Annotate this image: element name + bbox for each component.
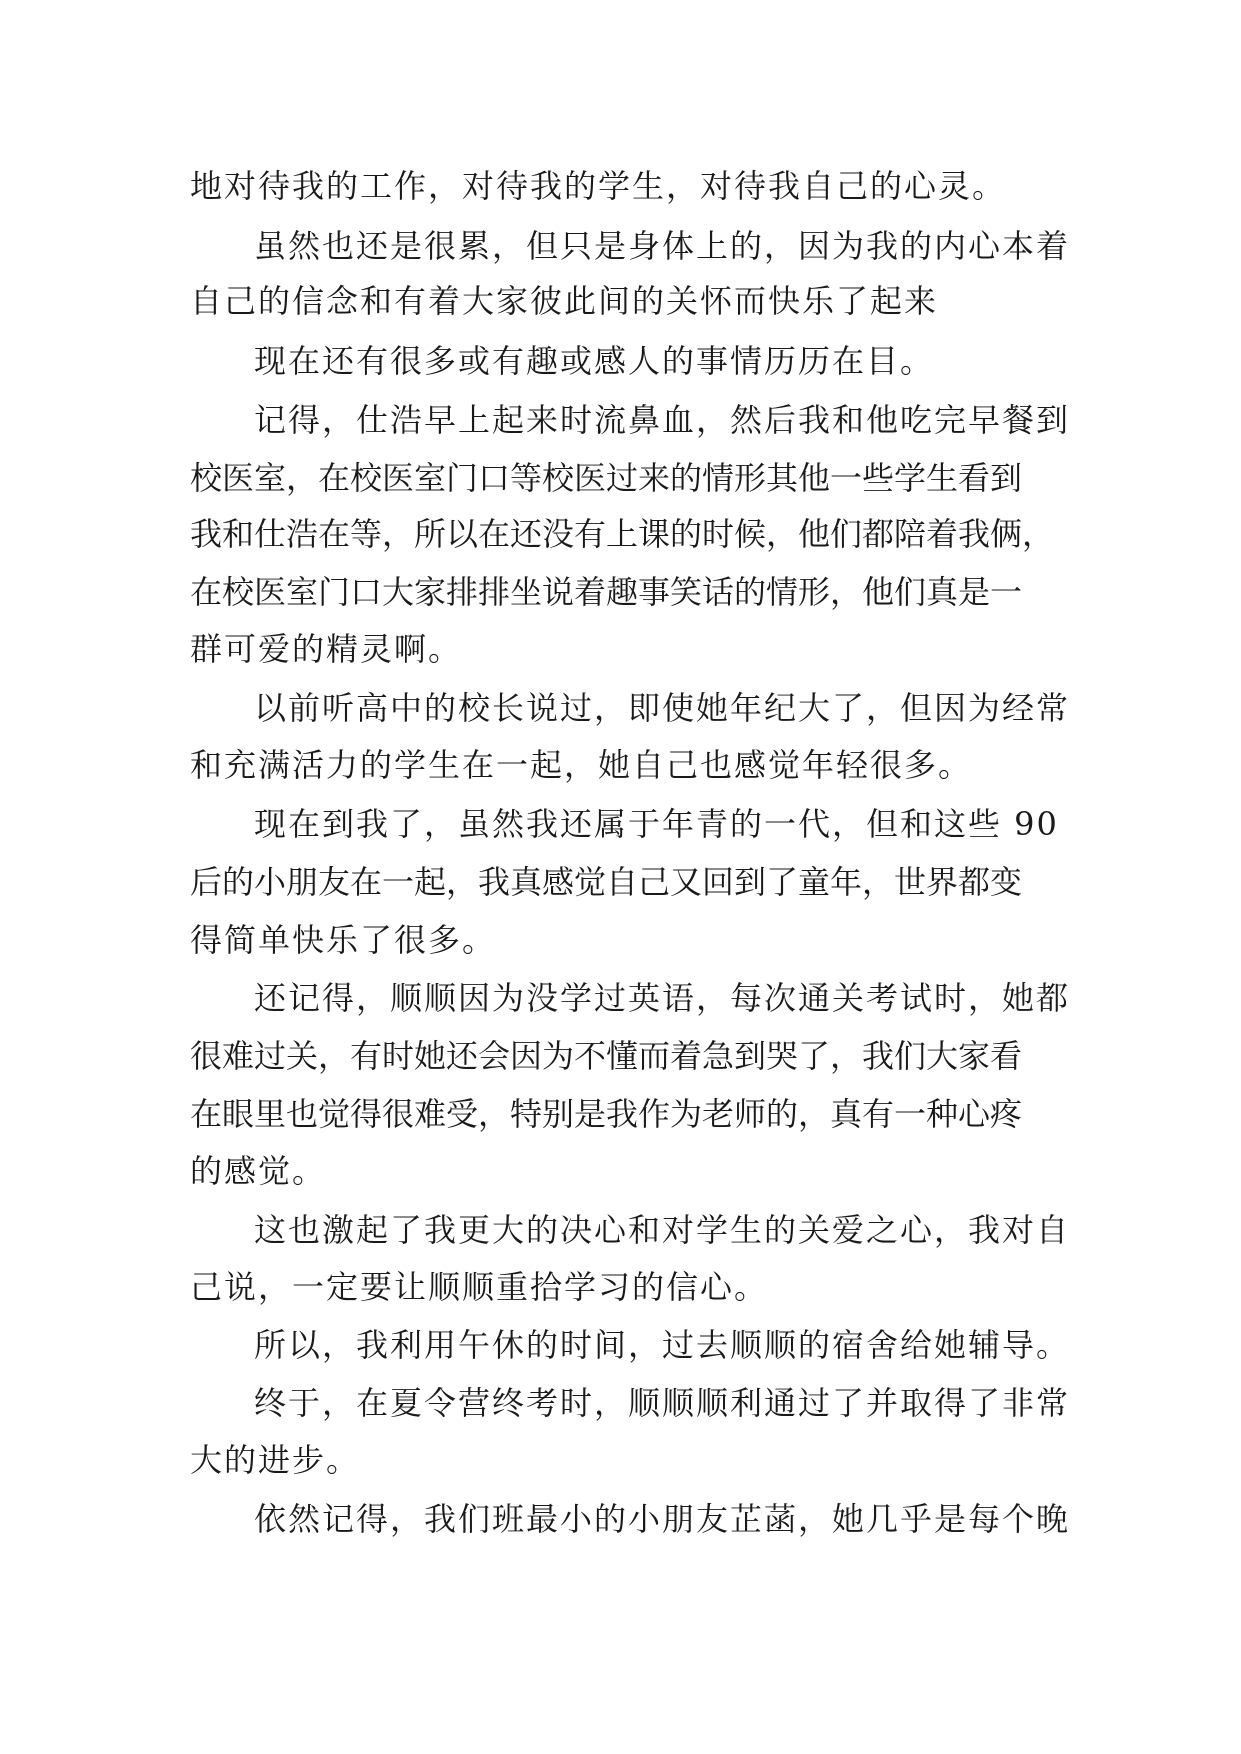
text-line: 还记得，顺顺因为没学过英语，每次通关考试时，她都 [254, 979, 1071, 1017]
text-line: 虽然也还是很累，但只是身体上的，因为我的内心本着 [254, 227, 1071, 265]
text-line: 记得，仕浩早上起来时流鼻血，然后我和他吃完早餐到 [254, 401, 1071, 439]
text-line: 所以，我利用午休的时间，过去顺顺的宿舍给她辅导。 [254, 1326, 1071, 1364]
text-line: 在眼里也觉得很难受，特别是我作为老师的，真有一种心疼 [190, 1095, 1023, 1133]
text-line: 在校医室门口大家排排坐说着趣事笑话的情形，他们真是一 [190, 573, 1023, 611]
text-line: 终于，在夏令营终考时，顺顺顺利通过了并取得了非常 [254, 1384, 1071, 1422]
text-line: 和充满活力的学生在一起，她自己也感觉年轻很多。 [190, 746, 973, 784]
text-line: 以前听高中的校长说过，即使她年纪大了，但因为经常 [254, 689, 1071, 727]
text-line: 这也激起了我更大的决心和对学生的关爱之心，我对自 [254, 1211, 1071, 1249]
text-line: 后的小朋友在一起，我真感觉自己又回到了童年，世界都变 [190, 863, 1023, 901]
text-line: 群可爱的精灵啊。 [190, 630, 463, 668]
text-line: 现在还有很多或有趣或感人的事情历历在目。 [254, 342, 935, 380]
text-line: 自己的信念和有着大家彼此间的关怀而快乐了起来 [190, 282, 939, 320]
text-line: 己说，一定要让顺顺重拾学习的信心。 [190, 1268, 769, 1306]
text-line: 大的进步。 [190, 1441, 361, 1479]
text-line: 校医室，在校医室门口等校医过来的情形其他一些学生看到 [190, 459, 1023, 497]
text-line: 现在到我了，虽然我还属于年青的一代，但和这些 90 [254, 805, 1059, 843]
text-line: 我和仕浩在等，所以在还没有上课的时候，他们都陪着我俩， [190, 515, 1055, 553]
text-line: 得简单快乐了很多。 [190, 921, 497, 959]
text-line: 的感觉。 [190, 1152, 327, 1190]
text-line: 地对待我的工作，对待我的学生，对待我自己的心灵。 [190, 167, 1007, 205]
text-line: 依然记得，我们班最小的小朋友芷菡，她几乎是每个晚 [254, 1500, 1071, 1538]
text-line: 很难过关，有时她还会因为不懂而着急到哭了，我们大家看 [190, 1037, 1023, 1075]
